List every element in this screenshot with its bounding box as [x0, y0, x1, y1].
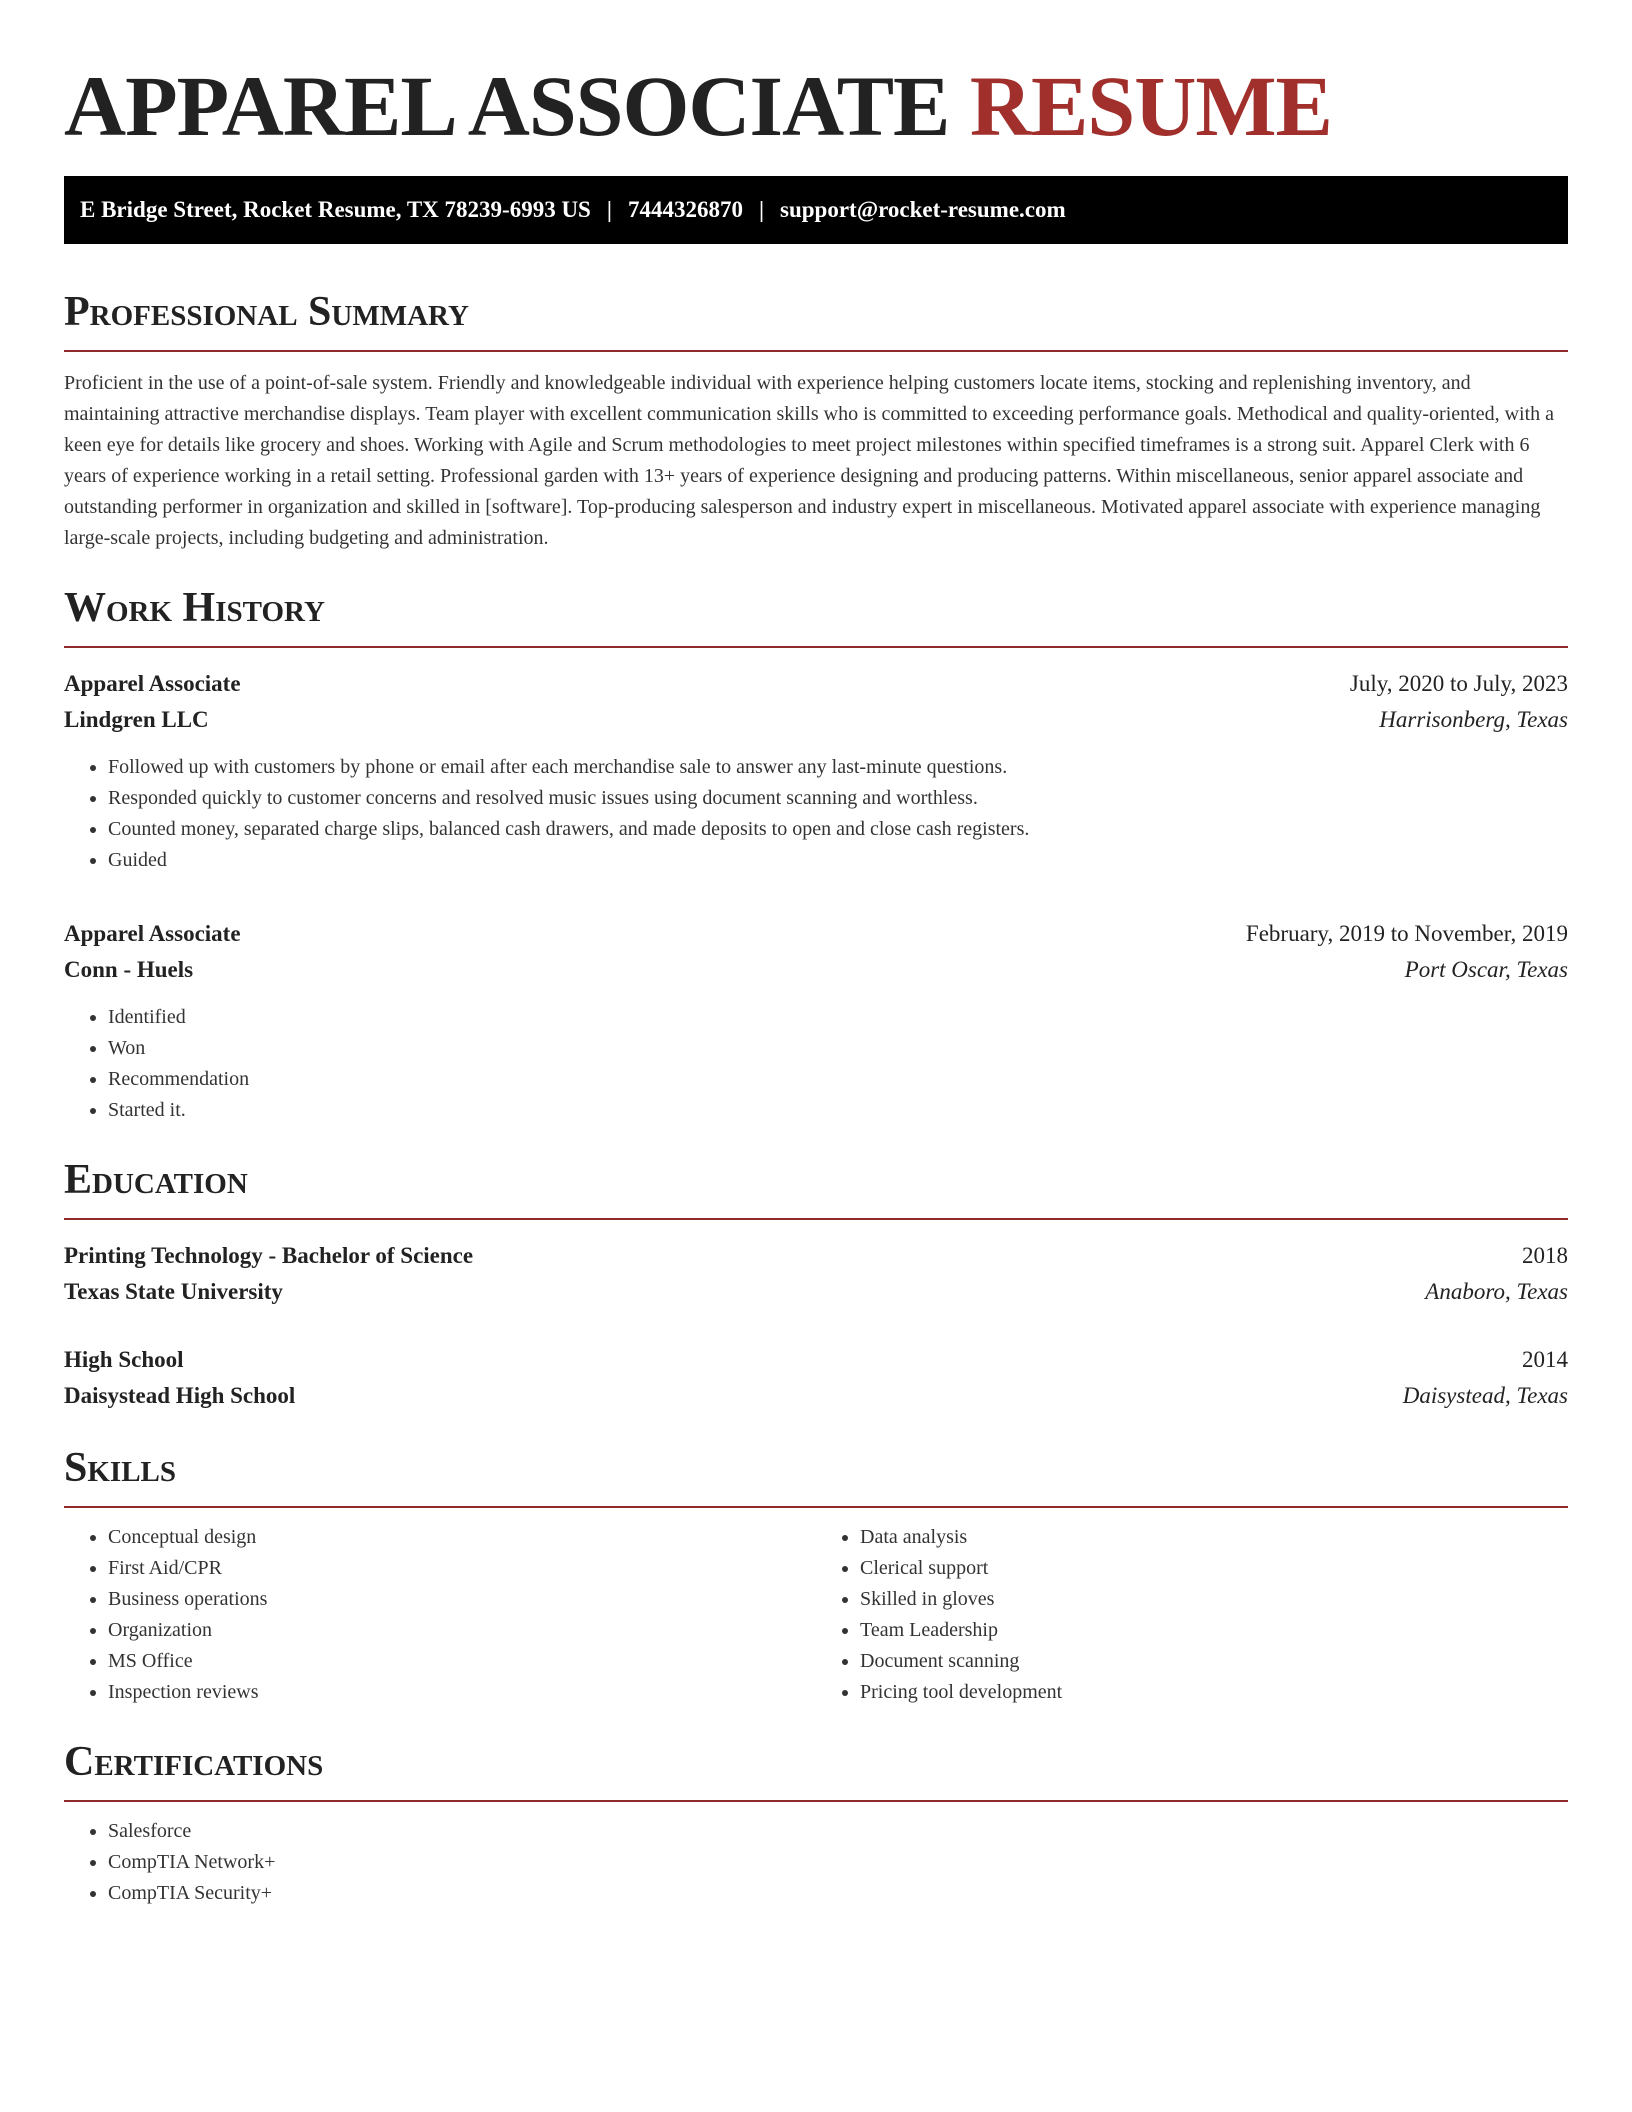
list-item: • Clerical support	[860, 1553, 1568, 1584]
list-item: • Followed up with customers by phone or email after each merchandise sale to answer any last-minute questions.	[108, 752, 1568, 783]
certifications-list	[64, 1816, 1568, 1909]
summary-text: Proficient in the use of a point-of-sale system. Friendly and knowledgeable individual with experience helping customers locate items, stocking and replenishing inventory, and maintaining attractive merchandise displays. Team player with excellent communication skills who is committed to exceeding performance goals. Methodical and quality-oriented, with a keen eye for details like grocery and shoes. Working with Agile and Scrum methodologies to meet project milestones within specified timeframes is a strong suit. Apparel Clerk with 6 years of experience working in a retail setting. Professional garden with 13+ years of experience designing and producing patterns. Within miscellaneous, senior apparel associate and outstanding performer in organization and skilled in [software]. Top-producing salesperson and industry expert in miscellaneous. Motivated apparel associate with experience managing large-scale projects, including budgeting and administration.	[64, 372, 1555, 549]
skills-grid	[64, 1522, 1568, 1708]
work-section	[64, 584, 1568, 1126]
title-main: APPAREL ASSOCIATE	[64, 58, 950, 154]
list-item: • CompTIA Network+	[108, 1847, 1568, 1878]
section-divider	[64, 646, 1568, 648]
list-item: • Team Leadership	[860, 1615, 1568, 1646]
skills-heading: Skills	[64, 1445, 177, 1491]
list-item: • First Aid/CPR	[108, 1553, 816, 1584]
skills-list-left	[64, 1522, 816, 1708]
list-item: • Inspection reviews	[108, 1677, 816, 1708]
work-heading: Work History	[64, 585, 325, 631]
education-heading: Education	[64, 1157, 248, 1203]
list-item: • CompTIA Security+	[108, 1878, 1568, 1909]
education-location: Anaboro, Texas	[1425, 1279, 1568, 1304]
list-item: • Identified	[108, 1002, 1568, 1033]
list-item: • Data analysis	[860, 1522, 1568, 1553]
list-item: • Organization	[108, 1615, 816, 1646]
list-item: • Skilled in gloves	[860, 1584, 1568, 1615]
resume-title	[64, 56, 1568, 156]
summary-heading: Professional Summary	[64, 289, 469, 335]
education-year: 2018	[1522, 1243, 1568, 1268]
skills-list-right	[816, 1522, 1568, 1708]
job-company: Lindgren LLC	[64, 707, 209, 732]
job-dates: July, 2020 to July, 2023	[1349, 671, 1568, 696]
job-entry	[64, 666, 1568, 876]
list-item: • Conceptual design	[108, 1522, 816, 1553]
title-accent: RESUME	[969, 58, 1332, 154]
job-bullets	[64, 1002, 1568, 1126]
list-item: • Business operations	[108, 1584, 816, 1615]
education-degree: High School	[64, 1347, 184, 1372]
job-dates: February, 2019 to November, 2019	[1245, 921, 1568, 946]
job-title: Apparel Associate	[64, 921, 241, 946]
contact-address: E Bridge Street, Rocket Resume, TX 78239-6993 US	[80, 197, 591, 222]
education-entry	[64, 1342, 1568, 1414]
contact-phone: 7444326870	[627, 197, 743, 222]
education-year: 2014	[1522, 1347, 1568, 1372]
list-item: • MS Office	[108, 1646, 816, 1677]
contact-separator: |	[758, 197, 765, 222]
job-location: Port Oscar, Texas	[1404, 957, 1568, 982]
education-degree: Printing Technology - Bachelor of Science	[64, 1243, 474, 1268]
certifications-section	[64, 1738, 1568, 1909]
skills-section	[64, 1444, 1568, 1708]
section-divider	[64, 1218, 1568, 1220]
section-divider	[64, 1800, 1568, 1802]
list-item: • Counted money, separated charge slips, balanced cash drawers, and made deposits to open and close cash registers.	[108, 814, 1568, 845]
certifications-heading: Certifications	[64, 1739, 324, 1785]
list-item: • Recommendation	[108, 1064, 1568, 1095]
section-divider	[64, 350, 1568, 352]
summary-section	[64, 288, 1568, 554]
job-title: Apparel Associate	[64, 671, 241, 696]
list-item: • Responded quickly to customer concerns and resolved music issues using document scanning and worthless.	[108, 783, 1568, 814]
list-item: • Document scanning	[860, 1646, 1568, 1677]
section-divider	[64, 1506, 1568, 1508]
list-item: • Pricing tool development	[860, 1677, 1568, 1708]
education-school: Texas State University	[64, 1279, 283, 1304]
job-entry	[64, 916, 1568, 1126]
job-bullets	[64, 752, 1568, 876]
contact-separator: |	[606, 197, 612, 222]
list-item: • Won	[108, 1033, 1568, 1064]
education-school: Daisystead High School	[64, 1383, 296, 1408]
list-item: • Salesforce	[108, 1816, 1568, 1847]
job-location: Harrisonberg, Texas	[1379, 707, 1568, 732]
education-location: Daisystead, Texas	[1402, 1383, 1568, 1408]
list-item: • Guided	[108, 845, 1568, 876]
education-entry	[64, 1238, 1568, 1310]
contact-bar	[64, 176, 1568, 244]
job-company: Conn - Huels	[64, 957, 194, 982]
contact-email: support@rocket-resume.com	[780, 197, 1066, 222]
list-item: • Started it.	[108, 1095, 1568, 1126]
education-section	[64, 1156, 1568, 1414]
